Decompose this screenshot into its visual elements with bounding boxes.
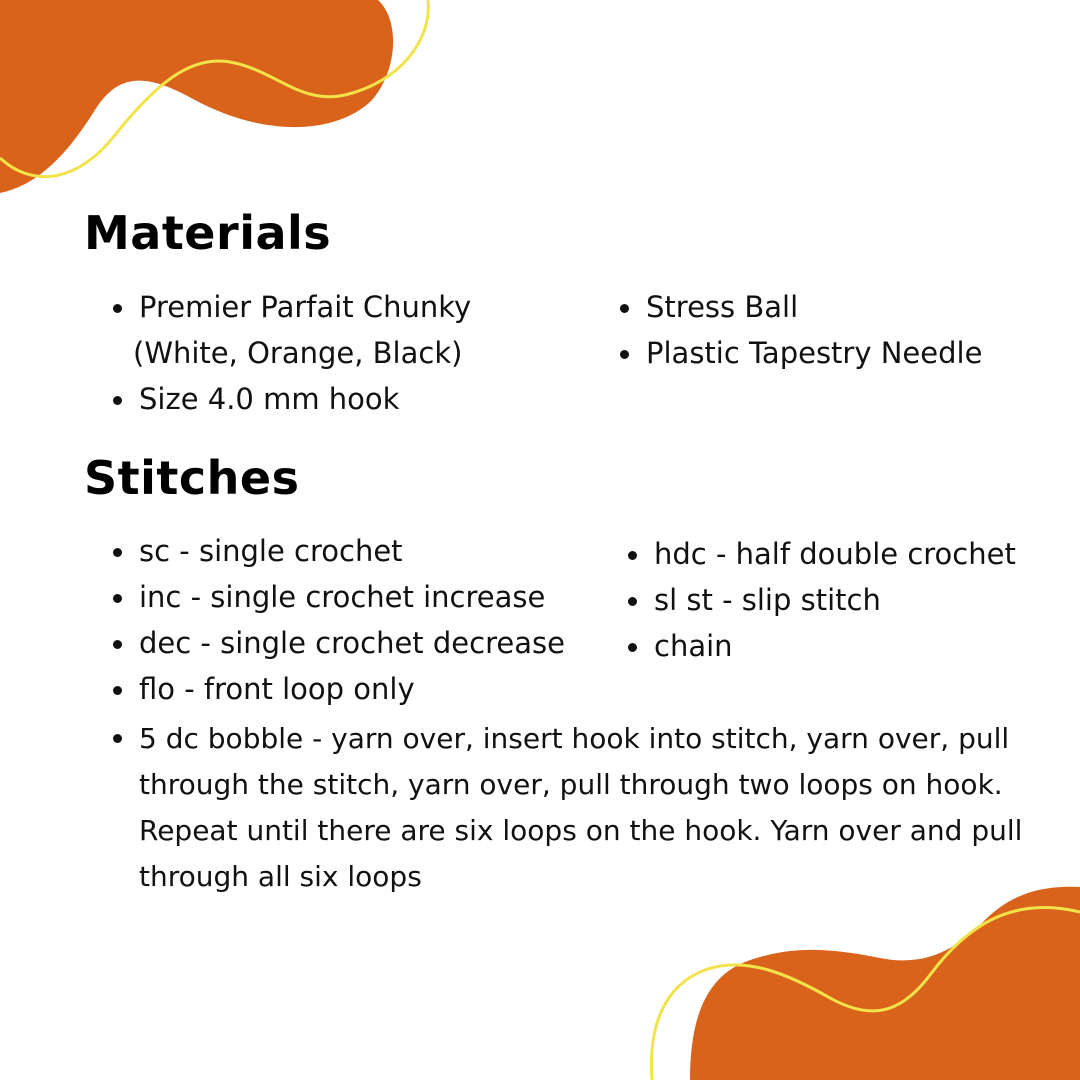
- stitch-item-label: inc - single crochet increase: [139, 580, 546, 614]
- stitch-item-hdc: [654, 537, 1016, 571]
- stitch-item-bobble: [139, 716, 1069, 900]
- material-item-needle: [646, 336, 983, 370]
- material-item-label: Stress Ball: [646, 290, 799, 324]
- material-item-label: (White, Orange, Black): [133, 336, 463, 370]
- stitch-item-chain: [654, 629, 733, 663]
- material-item-yarn-colors: [133, 336, 463, 370]
- material-item-yarn: [139, 290, 472, 324]
- bullet: [628, 597, 637, 606]
- bullet: [113, 396, 122, 405]
- stitch-item-sl-st: [654, 583, 881, 617]
- stitch-item-sc: [139, 534, 403, 568]
- bobble-description: 5 dc bobble - yarn over, insert hook into stitch, yarn over, pull through the stitch, yarn over, pull through two loops on hook. Repeat until there are six loops on the hook. Yarn over and pull through all six loops: [139, 722, 1023, 893]
- stitch-item-label: sl st - slip stitch: [654, 583, 881, 617]
- bullet: [113, 640, 122, 649]
- stitch-item-dec: [139, 626, 565, 660]
- stitch-item-label: dec - single crochet decrease: [139, 626, 565, 660]
- stitches-heading: Stitches: [84, 451, 300, 505]
- bullet: [628, 551, 637, 560]
- material-item-hook: [139, 382, 400, 416]
- stitch-item-label: sc - single crochet: [139, 534, 403, 568]
- bottom-right-blob: [690, 887, 1080, 1080]
- stitch-item-label: hdc - half double crochet: [654, 537, 1016, 571]
- materials-heading: Materials: [84, 206, 332, 260]
- bullet: [113, 594, 122, 603]
- material-item-label: Premier Parfait Chunky: [139, 290, 472, 324]
- bullet: [113, 548, 122, 557]
- bullet: [628, 643, 637, 652]
- bullet: [113, 686, 122, 695]
- stitch-item-label: flo - front loop only: [139, 672, 415, 706]
- stitch-item-label: chain: [654, 629, 733, 663]
- bullet: [113, 304, 122, 313]
- material-item-label: Plastic Tapestry Needle: [646, 336, 983, 370]
- material-item-label: Size 4.0 mm hook: [139, 382, 400, 416]
- bullet: [113, 734, 122, 743]
- bullet: [620, 304, 629, 313]
- stitch-item-flo: [139, 672, 415, 706]
- material-item-stress-ball: [646, 290, 799, 324]
- bullet: [620, 350, 629, 359]
- stitch-item-inc: [139, 580, 546, 614]
